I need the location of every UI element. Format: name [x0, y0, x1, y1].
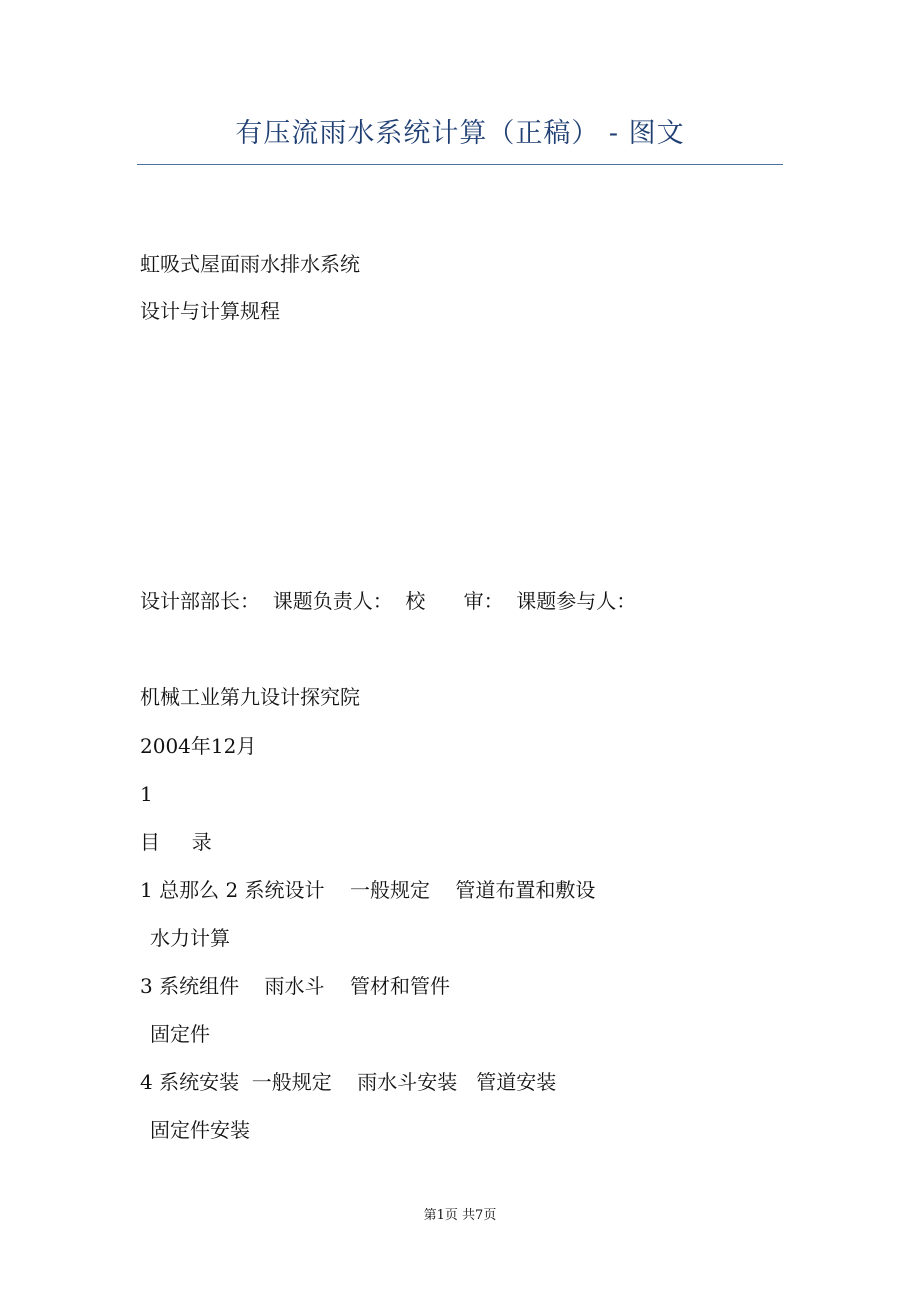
signature-line: 设计部部长： 课题负责人： 校 审： 课题参与人：: [140, 589, 637, 613]
institute-name: 机械工业第九设计探究院: [140, 685, 360, 709]
toc-line-3: 3 系统组件 雨水斗 管材和管件: [140, 974, 450, 998]
page-footer: 第1页 共7页: [423, 1208, 497, 1223]
date-line: 2004年12月: [140, 734, 257, 758]
toc-line-4: 固定件: [150, 1022, 210, 1046]
subtitle-line-2: 设计与计算规程: [140, 299, 280, 323]
toc-line-1: 1 总那么 2 系统设计 一般规定 管道布置和敷设: [140, 878, 596, 902]
toc-line-2: 水力计算: [150, 926, 230, 950]
page-number-text: 1: [140, 782, 153, 806]
toc-line-6: 固定件安装: [150, 1118, 250, 1142]
title-underline: [137, 164, 783, 165]
subtitle-line-1: 虹吸式屋面雨水排水系统: [140, 252, 360, 276]
page-title: 有压流雨水系统计算（正稿） - 图文: [235, 118, 685, 149]
toc-heading: 目 录: [140, 830, 212, 854]
toc-line-5: 4 系统安装 一般规定 雨水斗安装 管道安装: [140, 1070, 557, 1094]
